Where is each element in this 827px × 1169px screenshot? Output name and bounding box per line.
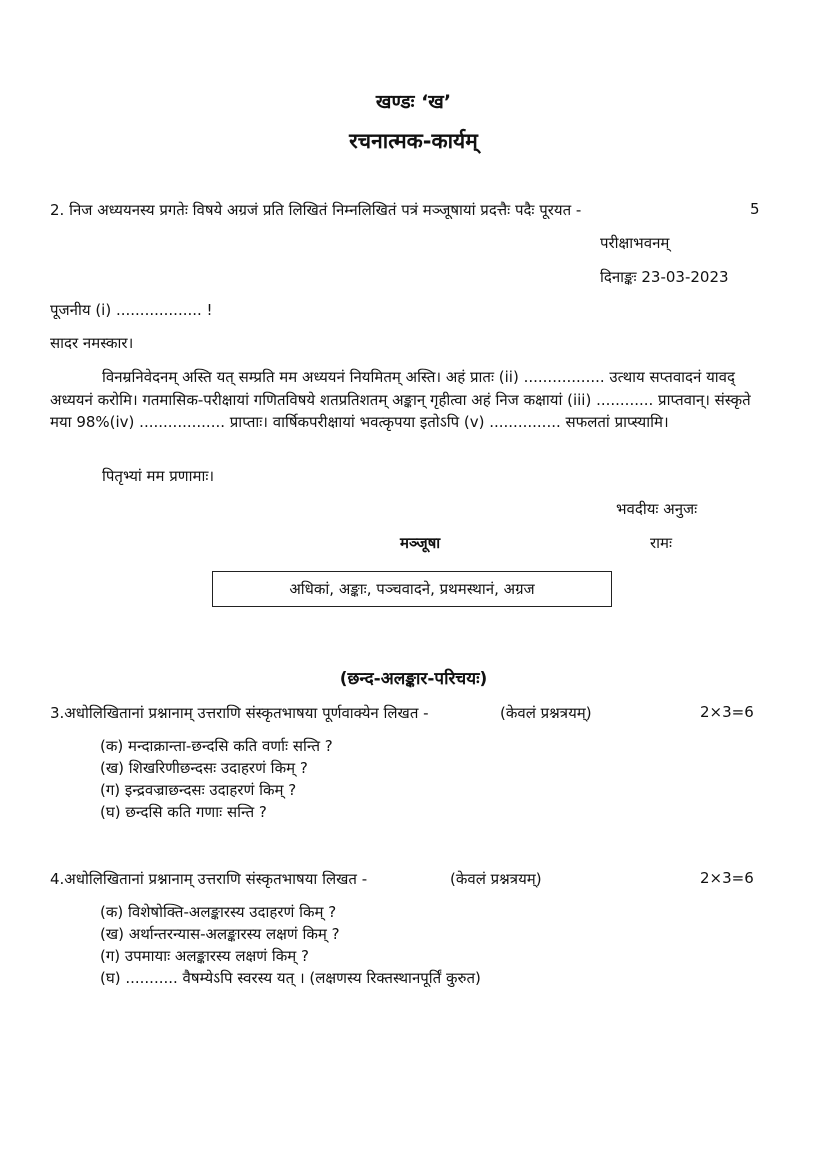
section-heading: खण्डः ‘ख’ — [375, 91, 452, 113]
q3-item: (ख) शिखरिणीछन्दसः उदाहरणं किम् ? — [100, 759, 308, 777]
q3-note: (केवलं प्रश्नत्रयम्) — [500, 704, 592, 722]
word-box — [212, 571, 612, 607]
q4-note: (केवलं प्रश्नत्रयम्) — [450, 870, 542, 888]
letter-greeting: सादर नमस्कार। — [50, 334, 134, 352]
letter-closing: भवदीयः अनुजः — [616, 500, 698, 518]
letter-place: परीक्षाभवनम् — [600, 234, 670, 252]
letter-body: विनम्रनिवेदनम् अस्ति यत् सम्प्रति मम अध्ययनं नियमितम् अस्ति। अहं प्रातः (ii) ................. उत्थाय सप्तवादनं यावद् अध्ययनं करोमि। गतमासिक-परीक्षायां गणितविषये शतप्रतिशतम् अङ्कान् गृहीत्वा अहं निज कक्षायां (iii) ............ प्राप्तवान्। संस्कृते मया 98%(iv) .................. प्राप्ताः। वार्षिकपरीक्षायां भवत्कृपया इतोऽपि (v) ............... सफलतां प्राप्स्यामि। — [50, 368, 751, 431]
letter-salutation: पूजनीय (i) .................. ! — [50, 301, 213, 319]
word-box-text: अधिकां, अङ्काः, पञ्चवादने, प्रथमस्थानं, अग्रज — [289, 580, 535, 598]
q4-item: (ख) अर्थान्तरन्यास-अलङ्कारस्य लक्षणं किम् ? — [100, 925, 340, 943]
letter-date: दिनाङ्कः 23-03-2023 — [600, 268, 729, 286]
q4-marks: 2×3=6 — [700, 869, 754, 887]
q4-item: (घ) ........... वैषम्येऽपि स्वरस्य यत् । (लक्षणस्य रिक्तस्थानपूर्तिं कुरुत) — [100, 969, 481, 987]
manjusha-title: मञ्जूषा — [400, 534, 441, 552]
q3-item: (घ) छन्दसि कति गणाः सन्ति ? — [100, 803, 267, 821]
letter-sender: रामः — [650, 534, 673, 552]
section-title: रचनात्मक-कार्यम् — [349, 129, 478, 153]
q4-item: (क) विशेषोक्ति-अलङ्कारस्य उदाहरणं किम् ? — [100, 903, 337, 921]
q3-prompt: 3.अधोलिखितानां प्रश्नानाम् उत्तराणि संस्कृतभाषया पूर्णवाक्येन लिखत - — [50, 704, 429, 722]
q4-prompt: 4.अधोलिखितानां प्रश्नानाम् उत्तराणि संस्कृतभाषया लिखत - — [50, 870, 368, 888]
q2-marks: 5 — [750, 200, 760, 218]
q3-marks: 2×3=6 — [700, 703, 754, 721]
chhand-heading: (छन्द-अलङ्कार-परिचयः) — [339, 669, 488, 689]
letter-pranam: पितृभ्यां मम प्रणामाः। — [102, 467, 215, 485]
q4-item: (ग) उपमायाः अलङ्कारस्य लक्षणं किम् ? — [100, 947, 309, 965]
q3-item: (क) मन्दाक्रान्ता-छन्दसि कति वर्णाः सन्ति ? — [100, 737, 333, 755]
q3-item: (ग) इन्द्रवज्राछन्दसः उदाहरणं किम् ? — [100, 781, 297, 799]
q2-prompt: 2. निज अध्ययनस्य प्रगतेः विषये अग्रजं प्रति लिखितं निम्नलिखितं पत्रं मञ्जूषायां प्रदत्तैः पदैः पूरयत - — [50, 201, 582, 219]
